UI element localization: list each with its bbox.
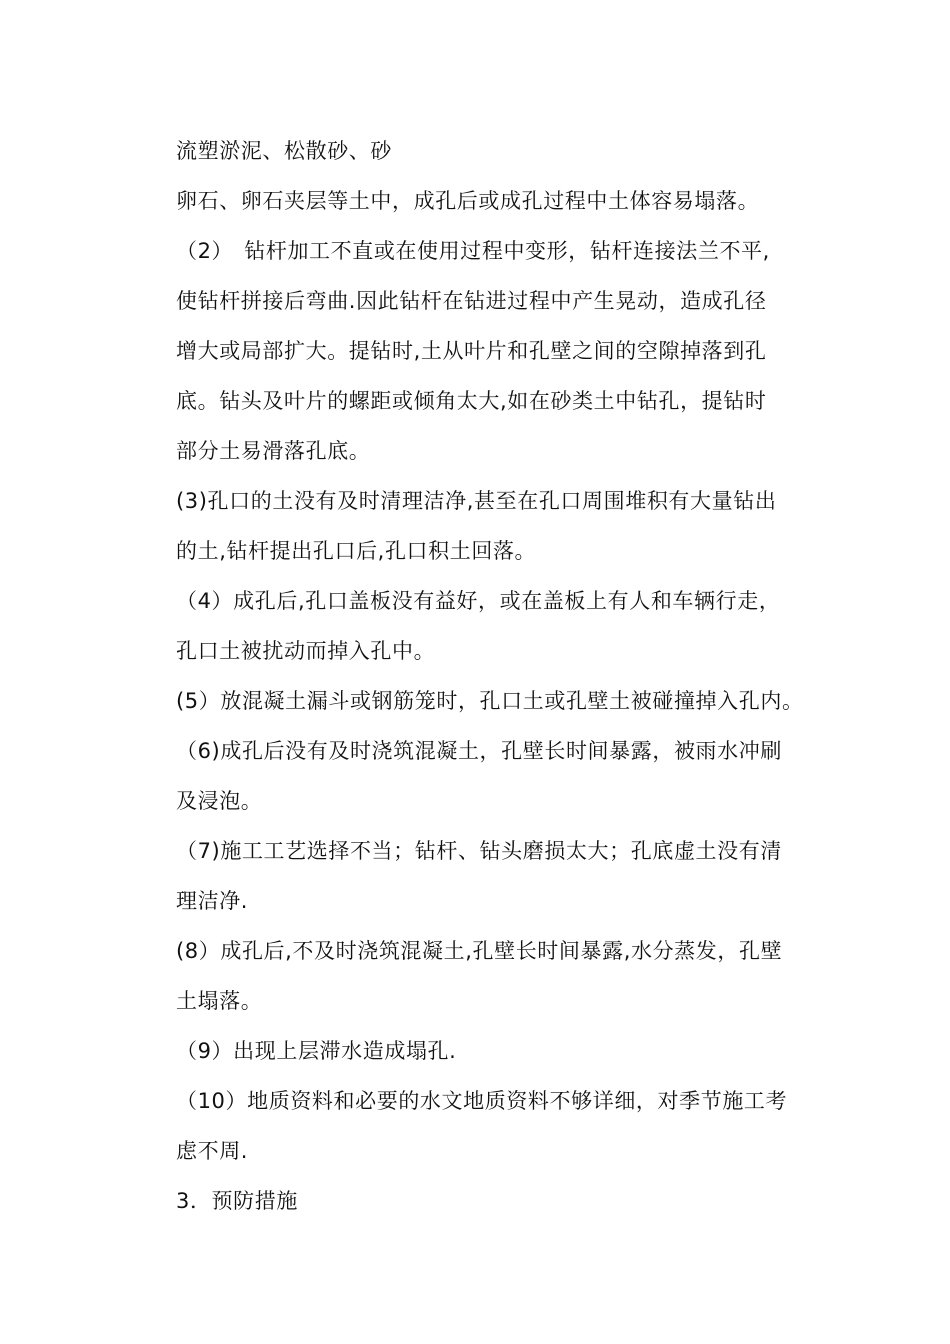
text-line: （10）地质资料和必要的水文地质资料不够详细，对季节施工考 [176,1089,788,1113]
text-line: 增大或局部扩大。提钻时,土从叶片和孔壁之间的空隙掉落到孔 [176,339,767,363]
text-line: 部分土易滑落孔底。 [176,439,371,463]
text-line: (5）放混凝土漏斗或钢筋笼时，孔口土或孔壁土被碰撞掉入孔内。 [176,689,804,713]
section-heading: 3．预防措施 [176,1189,298,1213]
text-line: （2） 钻杆加工不直或在使用过程中变形，钻杆连接法兰不平, [176,239,770,263]
text-line: （6)成孔后没有及时浇筑混凝土，孔壁长时间暴露，被雨水冲刷 [176,739,782,763]
text-line: 卵石、卵石夹层等土中，成孔后或成孔过程中土体容易塌落。 [176,189,760,213]
text-line: 理洁净. [176,889,249,913]
text-line: 使钻杆拼接后弯曲.因此钻杆在钻进过程中产生晃动，造成孔径 [176,289,767,313]
text-line: （9）出现上层滞水造成塌孔. [176,1039,457,1063]
text-line: (8）成孔后,不及时浇筑混凝土,孔壁长时间暴露,水分蒸发，孔壁 [176,939,783,963]
text-line: (3)孔口的土没有及时清理洁净,甚至在孔口周围堆积有大量钻出 [176,489,777,513]
text-line: 的土,钻杆提出孔口后,孔口积土回落。 [176,539,537,563]
text-line: 底。钻头及叶片的螺距或倾角太大,如在砂类土中钻孔，提钻时 [176,389,767,413]
text-line: 虑不周. [176,1139,249,1163]
text-line: 土塌落。 [176,989,263,1013]
text-line: 孔口土被扰动而掉入孔中。 [176,639,436,663]
text-line: 流塑淤泥、松散砂、砂 [176,139,392,163]
text-line: （4）成孔后,孔口盖板没有益好，或在盖板上有人和车辆行走， [176,589,781,613]
text-line: （7)施工工艺选择不当；钻杆、钻头磨损太大；孔底虚土没有清 [176,839,782,863]
text-line: 及浸泡。 [176,789,263,813]
